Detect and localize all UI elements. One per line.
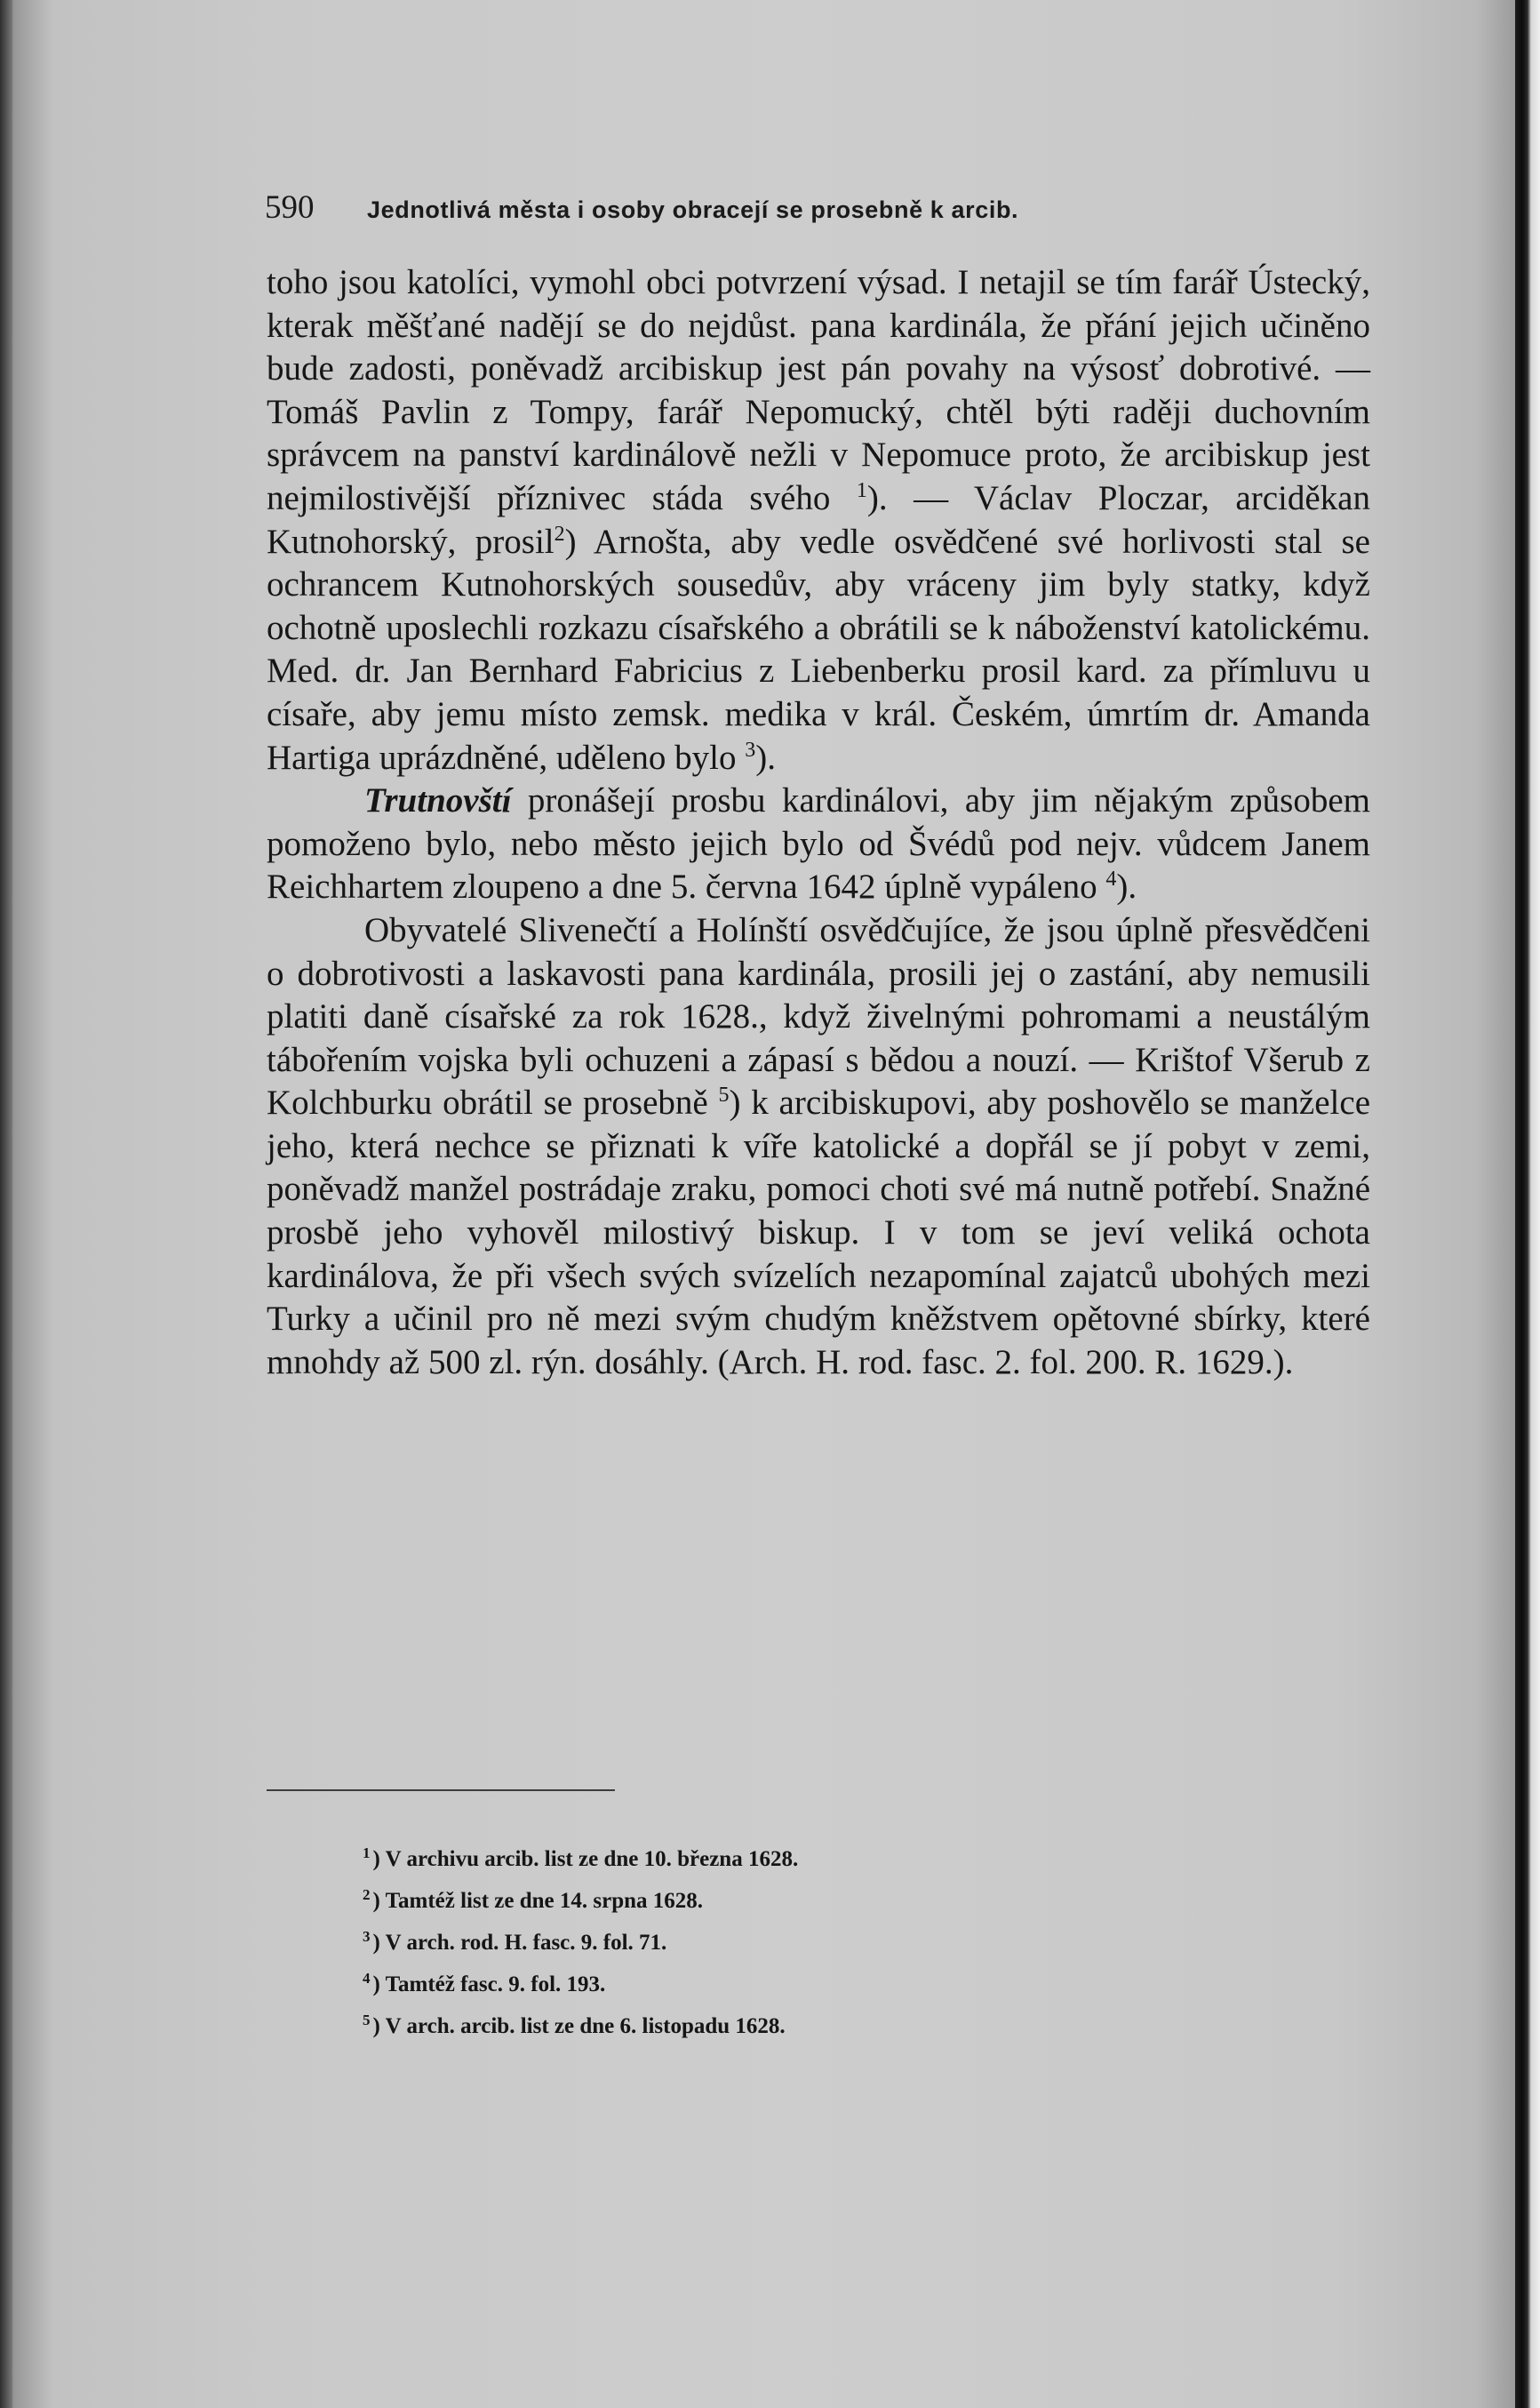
paragraph-3-part-1: Obyvatelé Slivenečtí a Holínští osvědčujíce, že jsou úplně přesvědčeni o dobrotivosti a laskavosti pana kardinála, prosili jej o zastání, aby nemusili platiti daně císařské za rok 1628., když živelnými pohromami a neustálým tábořením vojska byli ochuzeni a zápasí s bědou a nouzí. — Krištof Všerub z Kolchburku obrátil se prosebně	[267, 910, 1370, 1123]
footnotes-list	[363, 1838, 1251, 2047]
left-scan-edge	[0, 0, 12, 2408]
footnote	[363, 1922, 1251, 1964]
footnote-text: ) V arch. rod. H. fasc. 9. fol. 71.	[372, 1931, 667, 1955]
footnote-mark: 1	[363, 1844, 371, 1861]
paragraph-2-italic-subject: Trutnovští	[364, 781, 512, 820]
right-scan-edge	[1515, 0, 1540, 2408]
paragraph-1-part-4: ).	[755, 738, 776, 777]
paragraph-1	[267, 261, 1370, 780]
footnote-ref-3: 3	[745, 738, 756, 762]
footnote-mark: 3	[363, 1928, 371, 1945]
footnote-ref-5: 5	[718, 1084, 730, 1108]
paragraph-1-part-3: ) Arnošta, aby vedle osvědčené své horlivosti stal se ochrancem Kutnohorských sousedův, aby vráceny jim byly statky, když ochotně uposlechli rozkazu císařského a obrátili se k náboženství katolickému. Med. dr. Jan Bernhard Fabricius z Liebenberku prosil kard. za přímluvu u císaře, aby jemu místo zemsk. medika v král. Českém, úmrtím dr. Amanda Hartiga uprázdněné, uděleno bylo	[267, 522, 1370, 777]
footnote-ref-2: 2	[554, 522, 565, 546]
paragraph-2	[267, 780, 1370, 909]
page-number: 590	[265, 189, 315, 226]
running-title: Jednotlivá města i osoby obracejí se prosebně k arcib.	[367, 196, 1019, 223]
footnote-ref-4: 4	[1105, 868, 1117, 892]
footnote-mark: 5	[363, 2012, 371, 2028]
footnote-text: ) Tamtéž fasc. 9. fol. 193.	[372, 1972, 606, 1996]
footnote-ref-1: 1	[856, 478, 867, 502]
paragraph-3-part-2: ) k arcibiskupovi, aby poshovělo se manželce jeho, která nechce se přiznati k víře katolické a dopřál se jí pobyt v zemi, poněvadž manžel postrádaje zraku, pomoci choti své má nutně potřebí. Snažné prosbě jeho vyhověl milostivý biskup. I v tom se jeví veliká ochota kardinálova, že při všech svých svízelích nezapomínal zajatců ubohých mezi Turky a učinil pro ně mezi svým chudým kněžstvem opětovné sbírky, které mnohdy až 500 zl. rýn. dosáhly. (Arch. H. rod. fasc. 2. fol. 200. R. 1629.).	[267, 1084, 1371, 1381]
footnote	[363, 1838, 1251, 1880]
footnote-text: ) V archivu arcib. list ze dne 10. března 1628.	[372, 1847, 799, 1871]
footnote-mark: 4	[363, 1970, 371, 1987]
main-text	[267, 261, 1370, 1384]
paragraph-3	[267, 909, 1370, 1385]
paragraph-2-part-2: ).	[1116, 868, 1137, 907]
footnote	[363, 1964, 1251, 2005]
footnote	[363, 2005, 1251, 2047]
paragraph-1-part-1: toho jsou katolíci, vymohl obci potvrzení výsad. I netajil se tím farář Ústecký, kterak měšťané nadějí se do nejdůst. pana kardinála, že přání jejich učiněno bude zadosti, poněvadž arcibiskup jest pán povahy na výsosť dobrotivé. — Tomáš Pavlin z Tompy, farář Nepomucký, chtěl býti raději duchovním správcem na panství kardinálově nežli v Nepomuce proto, že arcibiskup jest nejmilostivější příznivec stáda svého	[267, 263, 1370, 517]
footnote-divider	[267, 1789, 615, 1791]
footnote-text: ) V arch. arcib. list ze dne 6. listopadu 1628.	[372, 2014, 786, 2038]
paragraph-1-part-2: ). — Václav Ploczar, arciděkan Kutnohorský, prosil	[267, 478, 1370, 561]
footnote-text: ) Tamtéž list ze dne 14. srpna 1628.	[372, 1889, 704, 1913]
footnote	[363, 1880, 1251, 1922]
paragraph-2-part-1: pronášejí prosbu kardinálovi, aby jim nějakým způsobem pomoženo bylo, nebo město jejich bylo od Švédů pod nejv. vůdcem Janem Reichhartem zloupeno a dne 5. června 1642 úplně vypáleno	[267, 781, 1370, 907]
footnote-mark: 2	[363, 1886, 371, 1903]
page-header	[265, 188, 1376, 224]
